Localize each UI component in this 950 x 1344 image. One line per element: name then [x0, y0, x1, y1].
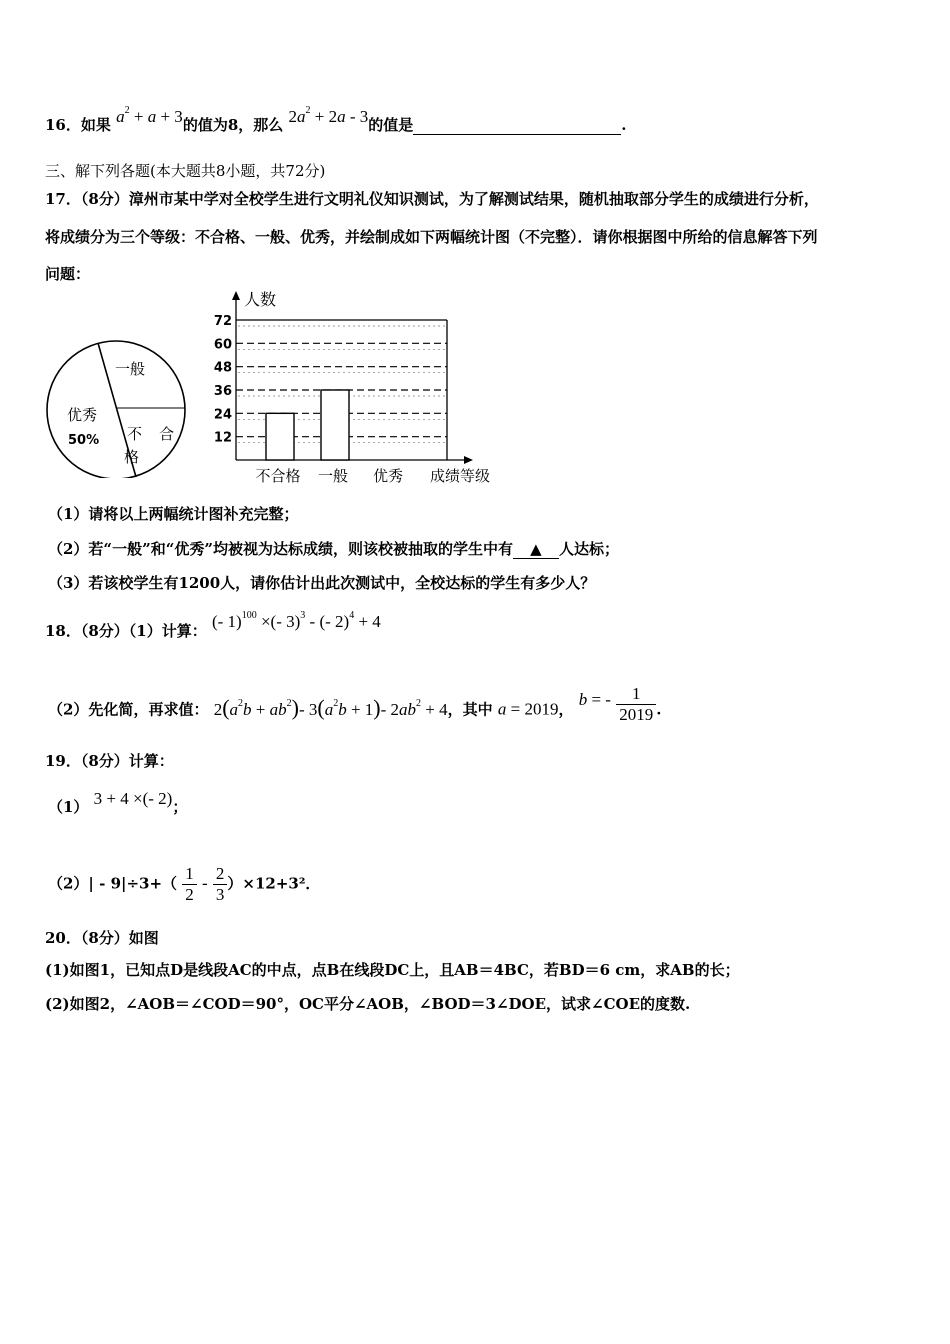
q19-f1-den: 2 [185, 885, 194, 904]
category-label-2: 一般 [317, 467, 349, 485]
q18-expr-1: (- 1)$^{100}$ ×(- 3)$^3$ - (- 2)$^4$ + 4 [211, 610, 381, 631]
q18-label-2: （2）先化简，再求值： [48, 700, 209, 719]
q19-p2-label: （2）| - 9|÷3+（ [48, 874, 178, 893]
y-tick-labels [214, 314, 232, 446]
q19-minus: - [202, 873, 208, 893]
y-tick-label-36: 36 [213, 384, 232, 399]
q16-expr-1: $a^2 + a + 3$ [116, 105, 183, 126]
y-tick-label-72: 72 [213, 314, 232, 329]
q20-part-1: (1)如图1，已知点D是线段AC的中点，点B在线段DC上，且AB＝4BC，若BD＝6 cm，求AB的长； [45, 961, 740, 979]
q17-sub2-text: （2）若“一般”和“优秀”均被视为达标成绩，则该校被抽取的学生中有 [48, 540, 513, 558]
bar-2 [321, 390, 349, 460]
q18-a-value: a = 2019 [497, 699, 559, 719]
triangle-mark: ▲ [530, 540, 542, 558]
q18-b-denominator: 2019 [619, 705, 654, 724]
q17-sub1: （1）请将以上两幅统计图补充完整； [48, 505, 299, 523]
bar-1 [266, 413, 294, 460]
category-labels [255, 467, 403, 485]
pie-label-fail-char-3: 格 [124, 448, 140, 466]
q20-title: 20．（8分）如图 [45, 929, 159, 947]
q18-comma: ， [558, 700, 574, 719]
q17-sub2 [48, 538, 619, 559]
q17-line-3: 问题： [45, 265, 91, 283]
q18-b-lhs: b = - [578, 689, 611, 709]
q19-f2-num: 2 [213, 864, 228, 885]
q16-expr-2: $2a^2 + 2a - 3$ [288, 105, 369, 126]
y-axis-arrow [232, 291, 240, 300]
q19-f1-num: 1 [182, 864, 197, 885]
pie-label-excellent-pct: 50% [68, 433, 100, 448]
q16-line [45, 105, 627, 135]
y-axis-label: 人数 [244, 290, 277, 309]
y-tick-label-12: 12 [213, 430, 232, 446]
q18-expr-2: $2(a^2b + ab^2)-$ $3(a^2b + 1)-$ $2ab^2 + 4$ [213, 694, 448, 720]
q18-line-1 [45, 610, 381, 641]
section3-title: 三、解下列各题(本大题共8小题，共72分) [45, 162, 326, 180]
q18-line-2 [48, 684, 662, 731]
pie-chart [40, 338, 195, 478]
q19-p1-end: ； [172, 798, 188, 816]
q18-label-1: 18．（8分）（1）计算： [45, 622, 207, 640]
x-axis-arrow [464, 456, 473, 464]
pie-label-fail-char-1: 不 [127, 425, 143, 443]
category-label-3: 优秀 [372, 467, 404, 485]
q19-fraction-2 [213, 864, 228, 905]
q17-line-1: 17．（8分）漳州市某中学对全校学生进行文明礼仪知识测试，为了解测试结果，随机抽取部分学生的成绩进行分析， [45, 190, 819, 208]
q16-text-2: 的值为8，那么 [182, 116, 284, 134]
bar-marks [266, 390, 349, 460]
pie-label-general: 一般 [115, 360, 146, 378]
q20-part-2: (2)如图2，∠AOB＝∠COD＝90°，OC平分∠AOB，∠BOD＝3∠DOE，试求∠COE的度数. [45, 995, 691, 1013]
q19-part-1 [48, 789, 188, 817]
q19-f2-den: 3 [215, 885, 225, 904]
q16-text-3: 的值是 [368, 116, 414, 134]
q18-b-fraction [616, 684, 656, 725]
q16-end: . [621, 116, 627, 134]
q19-p1-label: （1） [48, 798, 89, 816]
pie-label-fail-char-2: 合 [159, 425, 175, 443]
y-tick-label-60: 60 [213, 337, 232, 353]
q17-sub3: （3）若该校学生有1200人，请你估计出此次测试中，全校达标的学生有多少人？ [48, 574, 596, 592]
q16-text-1: 如果 [80, 116, 111, 134]
q19-part-2 [48, 864, 320, 905]
category-label-1: 不合格 [255, 467, 301, 485]
q18-b-numerator: 1 [616, 684, 656, 705]
q19-title: 19．（8分）计算： [45, 752, 174, 770]
q19-p2-end: ）×12+3²． [227, 874, 321, 893]
y-tick-label-48: 48 [213, 360, 232, 376]
pie-label-excellent: 优秀 [67, 406, 98, 424]
bar-chart [205, 285, 505, 490]
q19-fraction-1 [182, 864, 197, 905]
q17-sub2-blank[interactable] [513, 540, 559, 559]
q19-p1-expr: 3 + 4 ×(- 2) [93, 789, 173, 808]
q17-sub2-tail: 人达标； [558, 540, 619, 558]
y-tick-label-24: 24 [213, 407, 232, 423]
q18-end: . [656, 700, 662, 719]
q17-line-2: 将成绩分为三个等级：不合格、一般、优秀，并绘制成如下两幅统计图（不完整）．请你根据图中所给的信息解答下列 [45, 228, 818, 246]
q18-where: ，其中 [447, 700, 493, 719]
q16-answer-blank[interactable] [413, 116, 621, 135]
q16-number: 16． [45, 116, 81, 134]
x-axis-label: 成绩等级 [430, 467, 491, 485]
